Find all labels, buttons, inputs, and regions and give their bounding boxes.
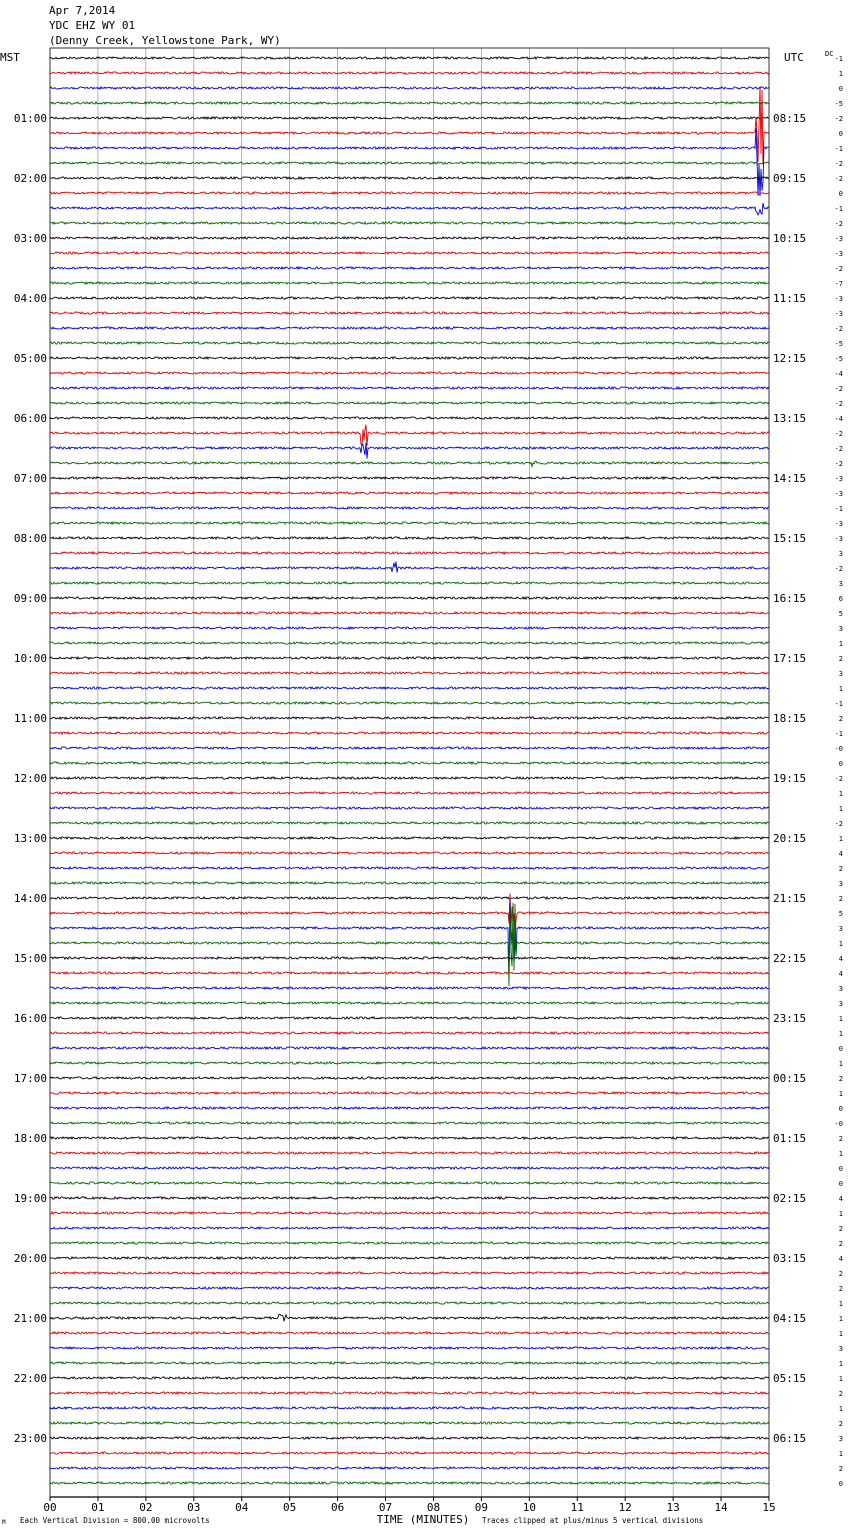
trace-row-35: [50, 582, 769, 584]
dc-offset-label: 0: [838, 1180, 843, 1188]
trace-row-55: [50, 882, 769, 884]
trace-row-30: [50, 507, 769, 509]
left-hour-label: 12:00: [13, 772, 47, 785]
dc-offset-label: -3: [834, 535, 843, 543]
trace-row-18: [50, 327, 769, 329]
dc-offset-label: 1: [838, 1090, 843, 1098]
right-hour-label: 03:15: [773, 1252, 807, 1265]
dc-offset-label: 0: [838, 760, 843, 768]
dc-offset-label: 3: [838, 925, 843, 933]
left-hour-label: 05:00: [13, 352, 47, 365]
dc-offset-label: -2: [834, 385, 843, 393]
right-hour-label: 04:15: [773, 1312, 807, 1325]
trace-row-92: [50, 1437, 769, 1439]
trace-row-15: [50, 282, 769, 284]
x-tick-label: 08: [426, 1501, 441, 1514]
dc-offset-label: -2: [834, 265, 843, 273]
x-tick-label: 05: [283, 1501, 297, 1514]
trace-row-60: [50, 957, 769, 959]
trace-row-47: [50, 762, 769, 764]
x-tick-label: 15: [762, 1501, 776, 1514]
x-tick-label: 01: [91, 1501, 105, 1514]
trace-row-74: [50, 1167, 769, 1169]
plot-frame: [50, 48, 769, 1497]
dc-offset-label: 1: [838, 70, 843, 78]
right-hour-label: 10:15: [773, 232, 807, 245]
trace-row-25: [50, 425, 769, 446]
left-hour-label: 22:00: [13, 1372, 47, 1385]
dc-offset-label: -3: [834, 295, 843, 303]
trace-row-56: [50, 897, 769, 899]
trace-row-21: [50, 372, 769, 374]
dc-offset-label: 1: [838, 685, 843, 693]
trace-row-22: [50, 387, 769, 389]
dc-offset-label: -2: [834, 445, 843, 453]
dc-offset-label: -2: [834, 325, 843, 333]
dc-offset-label: 3: [838, 625, 843, 633]
trace-row-48: [50, 777, 769, 779]
trace-row-39: [50, 642, 769, 644]
trace-row-70: [50, 1107, 769, 1109]
trace-row-49: [50, 792, 769, 794]
trace-row-16: [50, 297, 769, 299]
dc-offset-label: 3: [838, 580, 843, 588]
trace-row-73: [50, 1152, 769, 1154]
x-tick-label: 04: [235, 1501, 249, 1514]
trace-row-50: [50, 807, 769, 809]
trace-row-32: [50, 537, 769, 539]
dc-offset-label: 1: [838, 790, 843, 798]
trace-row-85: [50, 1332, 769, 1334]
dc-offset-label: 1: [838, 1450, 843, 1458]
dc-offset-label: -2: [834, 160, 843, 168]
right-hour-label: 14:15: [773, 472, 807, 485]
right-hour-label: 08:15: [773, 112, 807, 125]
trace-row-94: [50, 1467, 769, 1469]
trace-row-59: [50, 903, 769, 986]
trace-row-61: [50, 972, 769, 974]
right-hour-label: 20:15: [773, 832, 807, 845]
right-hour-label: 15:15: [773, 532, 807, 545]
x-tick-label: 14: [714, 1501, 728, 1514]
left-hour-label: 02:00: [13, 172, 47, 185]
x-tick-label: 03: [187, 1501, 201, 1514]
scale-note: Each Vertical Division = 800.00 microvolts: [20, 1516, 210, 1525]
trace-row-33: [50, 552, 769, 554]
dc-offset-label: 3: [838, 550, 843, 558]
trace-row-20: [50, 357, 769, 359]
trace-row-63: [50, 1002, 769, 1004]
x-tick-label: 09: [474, 1501, 489, 1514]
x-tick-label: 02: [139, 1501, 153, 1514]
trace-row-51: [50, 822, 769, 824]
dc-offset-label: 2: [838, 715, 843, 723]
trace-row-68: [50, 1077, 769, 1079]
dc-offset-label: 0: [838, 1165, 843, 1173]
x-tick-label: 13: [666, 1501, 680, 1514]
dc-offset-label: -2: [834, 820, 843, 828]
trace-row-12: [50, 237, 769, 239]
dc-offset-label: 1: [838, 1030, 843, 1038]
clip-note: Traces clipped at plus/minus 5 vertical divisions: [482, 1516, 704, 1525]
trace-row-84: [50, 1314, 769, 1321]
trace-row-0: [50, 57, 769, 59]
left-hour-label: 06:00: [13, 412, 47, 425]
dc-offset-label: -1: [834, 55, 843, 63]
dc-offset-label: -2: [834, 565, 843, 573]
trace-row-45: [50, 732, 769, 734]
dc-offset-label: 1: [838, 1210, 843, 1218]
plot-traces: [50, 57, 769, 1484]
dc-offset-label: 0: [838, 1105, 843, 1113]
trace-row-64: [50, 1017, 769, 1019]
trace-row-10: [50, 203, 769, 215]
trace-row-89: [50, 1392, 769, 1394]
trace-row-5: [50, 86, 769, 164]
left-hour-label: 14:00: [13, 892, 47, 905]
trace-row-7: [50, 162, 769, 164]
dc-offset-label: 2: [838, 1240, 843, 1248]
trace-row-57: [50, 894, 769, 940]
left-hour-label: 03:00: [13, 232, 47, 245]
dc-offset-label: 2: [838, 895, 843, 903]
dc-offset-label: -5: [834, 100, 843, 108]
dc-offset-label: 1: [838, 1150, 843, 1158]
trace-row-76: [50, 1197, 769, 1199]
trace-row-17: [50, 312, 769, 314]
trace-row-24: [50, 417, 769, 419]
dc-offset-label: 1: [838, 1015, 843, 1023]
trace-row-67: [50, 1062, 769, 1064]
dc-offset-label: 1: [838, 1405, 843, 1413]
left-hour-label: 17:00: [13, 1072, 47, 1085]
dc-offset-label: 4: [838, 1255, 843, 1263]
trace-row-36: [50, 597, 769, 599]
dc-offset-label: 5: [838, 610, 843, 618]
right-hour-label: 16:15: [773, 592, 807, 605]
right-hour-label: 19:15: [773, 772, 807, 785]
dc-offset-label: -3: [834, 235, 843, 243]
trace-row-4: [50, 117, 769, 119]
trace-row-41: [50, 672, 769, 674]
dc-offset-label: 0: [838, 1045, 843, 1053]
left-hour-label: 13:00: [13, 832, 47, 845]
left-hour-label: 09:00: [13, 592, 47, 605]
plot-grid: [50, 48, 769, 1497]
dc-offset-label: -3: [834, 250, 843, 258]
trace-row-86: [50, 1347, 769, 1349]
right-hour-label: 21:15: [773, 892, 807, 905]
left-hour-label: 11:00: [13, 712, 47, 725]
trace-row-13: [50, 252, 769, 254]
trace-row-69: [50, 1092, 769, 1094]
dc-offset-label: -3: [834, 490, 843, 498]
dc-offset-label: 1: [838, 640, 843, 648]
dc-offset-label: 2: [838, 1390, 843, 1398]
x-tick-label: 10: [522, 1501, 536, 1514]
trace-row-46: [50, 747, 769, 749]
dc-offset-label: 1: [838, 1060, 843, 1068]
dc-offset-label: -2: [834, 175, 843, 183]
left-hour-label: 15:00: [13, 952, 47, 965]
trace-row-90: [50, 1407, 769, 1409]
dc-offset-label: -2: [834, 400, 843, 408]
trace-row-29: [50, 492, 769, 494]
dc-offset-label: -1: [834, 145, 843, 153]
dc-offset-label: 2: [838, 655, 843, 663]
right-hour-label: 00:15: [773, 1072, 807, 1085]
trace-row-2: [50, 87, 769, 89]
dc-offset-label: -2: [834, 775, 843, 783]
left-hour-label: 08:00: [13, 532, 47, 545]
trace-row-52: [50, 837, 769, 839]
header-location: (Denny Creek, Yellowstone Park, WY): [49, 34, 281, 47]
trace-row-31: [50, 522, 769, 524]
trace-row-43: [50, 702, 769, 704]
trace-row-91: [50, 1422, 769, 1424]
trace-row-95: [50, 1482, 769, 1484]
left-hour-label: 21:00: [13, 1312, 47, 1325]
dc-offset-label: 1: [838, 1360, 843, 1368]
header-date: Apr 7,2014: [49, 4, 116, 17]
dc-offset-label: 2: [838, 1075, 843, 1083]
dc-offset-label: -2: [834, 460, 843, 468]
dc-offset-label: 6: [838, 595, 843, 603]
dc-offset-label: 4: [838, 850, 843, 858]
trace-row-11: [50, 222, 769, 224]
right-hour-label: 05:15: [773, 1372, 807, 1385]
dc-offset-label: 2: [838, 1270, 843, 1278]
dc-offset-label: 4: [838, 955, 843, 963]
dc-offset-label: -7: [834, 280, 843, 288]
x-tick-label: 07: [378, 1501, 393, 1514]
dc-offset-label: 5: [838, 910, 843, 918]
header-station: YDC EHZ WY 01: [49, 19, 136, 32]
trace-row-82: [50, 1287, 769, 1289]
dc-offset-label: 0: [838, 130, 843, 138]
dc-offset-label: -1: [834, 205, 843, 213]
dc-offset-label: -3: [834, 310, 843, 318]
corner-mark: M: [2, 1519, 6, 1526]
dc-offset-label: 2: [838, 1225, 843, 1233]
dc-offset-label: 3: [838, 1000, 843, 1008]
trace-row-80: [50, 1257, 769, 1259]
dc-offset-label: 1: [838, 1375, 843, 1383]
trace-row-19: [50, 342, 769, 344]
dc-offset-label: 3: [838, 1435, 843, 1443]
trace-row-66: [50, 1047, 769, 1049]
right-hour-label: 09:15: [773, 172, 807, 185]
right-hour-label: 12:15: [773, 352, 807, 365]
trace-row-27: [50, 461, 769, 467]
left-hour-label: 19:00: [13, 1192, 47, 1205]
trace-row-75: [50, 1182, 769, 1184]
trace-row-23: [50, 402, 769, 404]
dc-offset-label: 1: [838, 1315, 843, 1323]
dc-offset-label: 2: [838, 1420, 843, 1428]
trace-row-8: [50, 177, 769, 179]
left-hour-label: 20:00: [13, 1252, 47, 1265]
trace-row-40: [50, 657, 769, 659]
dc-offset-label: -2: [834, 115, 843, 123]
trace-row-14: [50, 267, 769, 269]
trace-row-65: [50, 1032, 769, 1034]
trace-row-37: [50, 612, 769, 614]
trace-row-28: [50, 477, 769, 479]
dc-offset-label: 2: [838, 1465, 843, 1473]
left-hour-label: 04:00: [13, 292, 47, 305]
dc-header-label: DC: [825, 50, 834, 58]
dc-offset-label: -0: [834, 745, 843, 753]
dc-offset-label: 3: [838, 880, 843, 888]
x-tick-label: 06: [330, 1501, 345, 1514]
left-hour-label: 23:00: [13, 1432, 47, 1445]
right-hour-label: 22:15: [773, 952, 807, 965]
right-hour-label: 11:15: [773, 292, 807, 305]
trace-row-44: [50, 717, 769, 719]
plot-labels: [0, 50, 843, 1526]
trace-row-62: [50, 987, 769, 989]
dc-offset-label: 1: [838, 1300, 843, 1308]
left-hour-label: 10:00: [13, 652, 47, 665]
x-tick-label: 11: [570, 1501, 584, 1514]
trace-row-77: [50, 1212, 769, 1214]
trace-row-1: [50, 72, 769, 74]
x-tick-label: 00: [43, 1501, 57, 1514]
trace-row-3: [50, 102, 769, 104]
trace-row-83: [50, 1302, 769, 1304]
dc-offset-label: 1: [838, 940, 843, 948]
left-hour-label: 07:00: [13, 472, 47, 485]
x-tick-label: 12: [618, 1501, 632, 1514]
trace-row-87: [50, 1362, 769, 1364]
trace-row-53: [50, 852, 769, 854]
right-hour-label: 13:15: [773, 412, 807, 425]
trace-row-79: [50, 1242, 769, 1244]
right-hour-label: 02:15: [773, 1192, 807, 1205]
dc-offset-label: 4: [838, 970, 843, 978]
trace-row-81: [50, 1272, 769, 1274]
trace-row-9: [50, 192, 769, 194]
left-hour-label: 18:00: [13, 1132, 47, 1145]
right-hour-label: 01:15: [773, 1132, 807, 1145]
dc-offset-label: 0: [838, 85, 843, 93]
dc-offset-label: -3: [834, 520, 843, 528]
trace-row-34: [50, 562, 769, 573]
right-hour-label: 18:15: [773, 712, 807, 725]
x-axis-title: TIME (MINUTES): [376, 1513, 470, 1526]
left-timezone-label: MST: [0, 51, 20, 64]
dc-offset-label: 0: [838, 190, 843, 198]
dc-offset-label: 3: [838, 1345, 843, 1353]
trace-row-54: [50, 867, 769, 869]
trace-row-26: [50, 443, 769, 459]
dc-offset-label: 2: [838, 865, 843, 873]
dc-offset-label: 3: [838, 670, 843, 678]
trace-row-38: [50, 627, 769, 629]
dc-offset-label: -2: [834, 220, 843, 228]
trace-row-42: [50, 687, 769, 689]
dc-offset-label: -4: [834, 370, 843, 378]
trace-row-72: [50, 1137, 769, 1139]
dc-offset-label: 1: [838, 805, 843, 813]
dc-offset-label: 2: [838, 1135, 843, 1143]
dc-offset-label: -3: [834, 475, 843, 483]
right-hour-label: 23:15: [773, 1012, 807, 1025]
dc-offset-label: -5: [834, 355, 843, 363]
dc-offset-label: -5: [834, 340, 843, 348]
right-hour-label: 17:15: [773, 652, 807, 665]
right-timezone-label: UTC: [784, 51, 804, 64]
left-hour-label: 16:00: [13, 1012, 47, 1025]
dc-offset-label: 3: [838, 985, 843, 993]
dc-offset-label: 4: [838, 1195, 843, 1203]
dc-offset-label: -1: [834, 505, 843, 513]
trace-row-71: [50, 1122, 769, 1124]
trace-row-78: [50, 1227, 769, 1229]
dc-offset-label: -1: [834, 700, 843, 708]
right-hour-label: 06:15: [773, 1432, 807, 1445]
dc-offset-label: 0: [838, 1480, 843, 1488]
dc-offset-label: -1: [834, 730, 843, 738]
left-hour-label: 01:00: [13, 112, 47, 125]
dc-offset-label: 1: [838, 1330, 843, 1338]
trace-row-88: [50, 1377, 769, 1379]
dc-offset-label: -2: [834, 430, 843, 438]
dc-offset-label: 2: [838, 1285, 843, 1293]
dc-offset-label: 1: [838, 835, 843, 843]
dc-offset-label: -4: [834, 415, 843, 423]
dc-offset-label: -0: [834, 1120, 843, 1128]
trace-row-93: [50, 1452, 769, 1454]
